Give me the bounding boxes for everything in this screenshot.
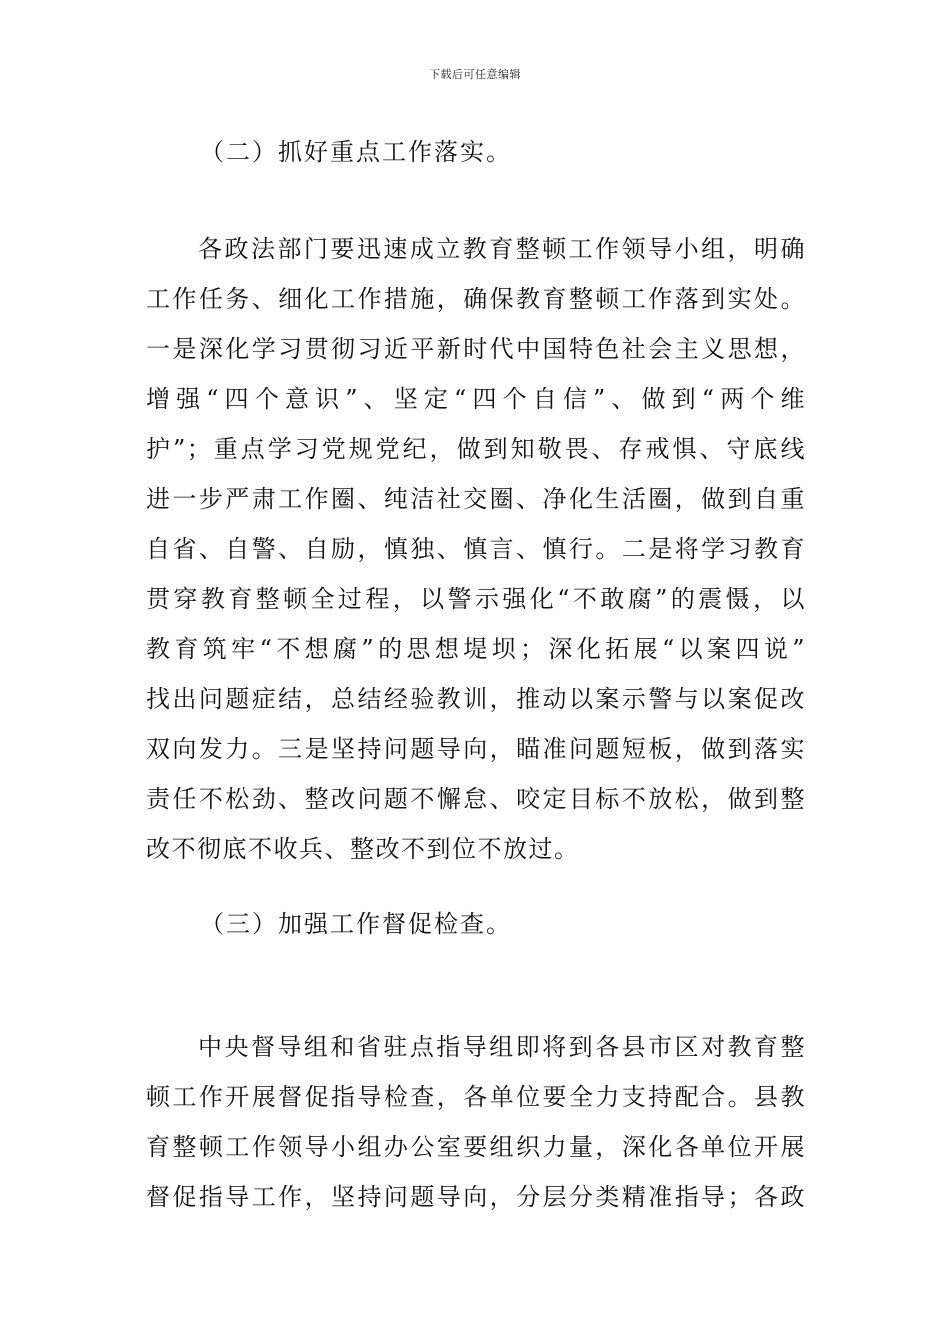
page-header-note: 下载后可任意编辑 bbox=[429, 68, 521, 81]
paragraph-line: 教育筑牢“不想腐”的思想堤坝；深化拓展“以案四说” bbox=[146, 635, 806, 663]
paragraph-line: 工作任务、细化工作措施，确保教育整顿工作落到实处。 bbox=[146, 285, 806, 313]
paragraph-line: 增强“四个意识”、坚定“四个自信”、做到“两个维 bbox=[146, 385, 806, 413]
paragraph-line: 找出问题症结，总结经验教训，推动以案示警与以案促改 bbox=[146, 685, 806, 713]
section-heading-3: （三）加强工作督促检查。 bbox=[200, 910, 512, 938]
paragraph-line: 一是深化学习贯彻习近平新时代中国特色社会主义思想， bbox=[146, 335, 806, 363]
paragraph-line: 育整顿工作领导小组办公室要组织力量，深化各单位开展 bbox=[146, 1133, 806, 1161]
paragraph-line: 督促指导工作，坚持问题导向，分层分类精准指导；各政 bbox=[146, 1183, 806, 1211]
paragraph-line: 顿工作开展督促指导检查，各单位要全力支持配合。县教 bbox=[146, 1083, 806, 1111]
paragraph-line: 各政法部门要迅速成立教育整顿工作领导小组，明确 bbox=[198, 235, 806, 263]
paragraph-line: 自省、自警、自励，慎独、慎言、慎行。二是将学习教育 bbox=[146, 535, 806, 563]
paragraph-line: 贯穿教育整顿全过程，以警示强化“不敢腐”的震慑，以 bbox=[146, 585, 806, 613]
section-3-paragraph bbox=[146, 1022, 806, 1222]
paragraph-line: 改不彻底不收兵、整改不到位不放过。 bbox=[146, 835, 580, 863]
paragraph-line: 双向发力。三是坚持问题导向，瞄准问题短板，做到落实 bbox=[146, 735, 806, 763]
section-2-paragraph bbox=[146, 224, 806, 874]
paragraph-line: 责任不松劲、整改问题不懈怠、咬定目标不放松，做到整 bbox=[146, 785, 806, 813]
paragraph-line: 护”；重点学习党规党纪，做到知敬畏、存戒惧、守底线 bbox=[146, 435, 806, 463]
paragraph-line: 中央督导组和省驻点指导组即将到各县市区对教育整 bbox=[198, 1033, 806, 1061]
paragraph-line: 进一步严肃工作圈、纯洁社交圈、净化生活圈，做到自重 bbox=[146, 485, 806, 513]
section-heading-2: （二）抓好重点工作落实。 bbox=[200, 138, 512, 166]
